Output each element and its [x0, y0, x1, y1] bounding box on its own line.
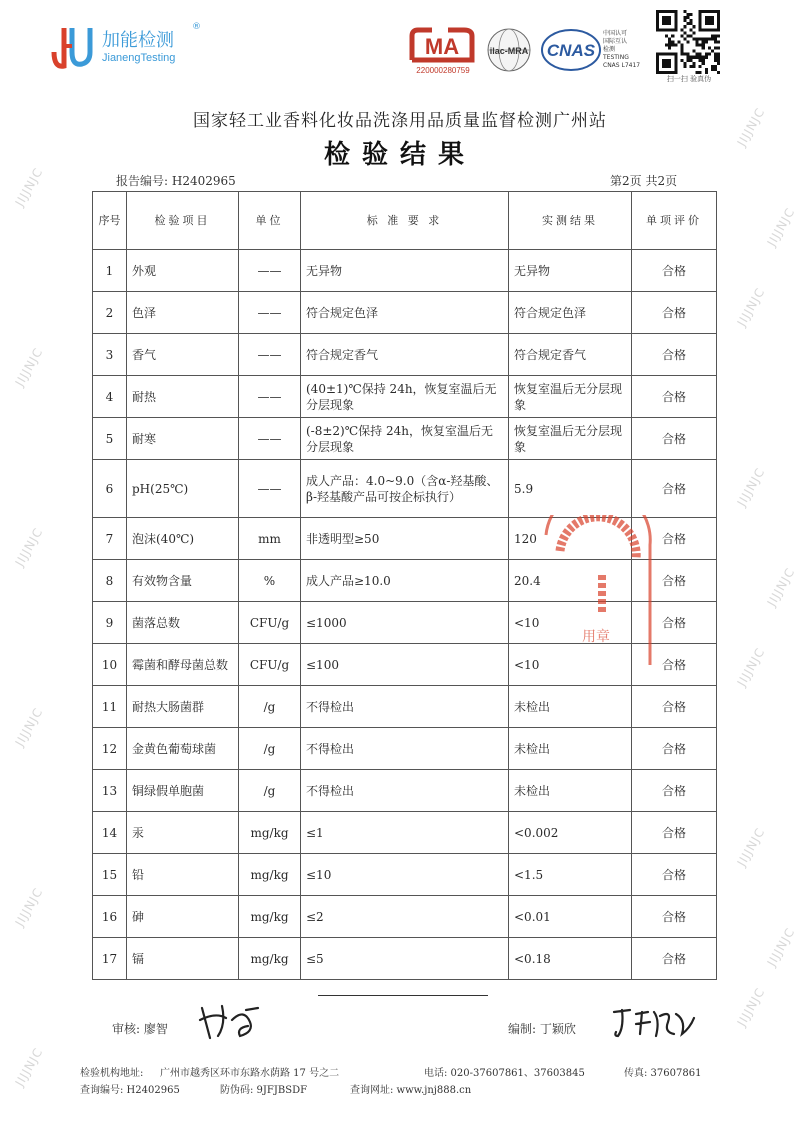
table-row	[93, 292, 717, 334]
reviewer-signature-icon	[196, 998, 266, 1042]
seal-text: 用章	[582, 629, 610, 645]
cell-judgement: 合格	[632, 292, 717, 334]
cell-standard: 成人产品≥10.0	[301, 560, 509, 602]
cell-standard: ≤5	[301, 938, 509, 980]
ilac-mra-mark	[485, 26, 533, 74]
cell-standard: (40±1)℃保持 24h，恢复室温后无分层现象	[301, 376, 509, 418]
cnas-side-4: TESTING	[603, 54, 629, 61]
cell-standard: ≤10	[301, 854, 509, 896]
cell-standard: ≤100	[301, 644, 509, 686]
cell-judgement: 合格	[632, 938, 717, 980]
cell-no: 8	[93, 560, 127, 602]
cell-result: 未检出	[509, 728, 632, 770]
table-row	[93, 812, 717, 854]
cell-item: 菌落总数	[127, 602, 239, 644]
cell-item: 耐热	[127, 376, 239, 418]
page-number: 第2页 共2页	[610, 174, 678, 188]
watermark-text: JIJJNJC	[764, 565, 798, 609]
watermark-text: JIJJNJC	[734, 105, 768, 149]
cell-unit: ——	[239, 334, 301, 376]
cell-result: 120	[509, 518, 632, 560]
cell-result: <10	[509, 644, 632, 686]
cell-no: 3	[93, 334, 127, 376]
cell-item: 镉	[127, 938, 239, 980]
cell-result: <0.002	[509, 812, 632, 854]
cell-judgement: 合格	[632, 854, 717, 896]
cell-result: 符合规定香气	[509, 334, 632, 376]
watermark-text: JIJJNJC	[12, 705, 46, 749]
ilac-globe-icon	[485, 26, 533, 74]
cell-result: <0.01	[509, 896, 632, 938]
qr-caption: 扫一扫 验真伪	[666, 75, 712, 83]
page-title: 检验结果	[323, 140, 476, 170]
cell-standard: 不得检出	[301, 728, 509, 770]
footer-address-label: 检验机构地址:	[80, 1068, 144, 1079]
compiler-label: 编制: 丁颖欣	[508, 1022, 576, 1036]
cell-unit: %	[239, 560, 301, 602]
watermark-text: JIJJNJC	[734, 285, 768, 329]
watermark-text: JIJJNJC	[734, 985, 768, 1029]
cnas-mark	[540, 26, 602, 74]
cell-judgement: 合格	[632, 460, 717, 518]
watermark-text: JIJJNJC	[12, 885, 46, 929]
cell-unit: /g	[239, 728, 301, 770]
cell-unit: ——	[239, 418, 301, 460]
watermark-text: JIJJNJC	[12, 345, 46, 389]
cell-no: 14	[93, 812, 127, 854]
ilac-text: ilac-MRA	[489, 46, 529, 56]
cell-no: 13	[93, 770, 127, 812]
cell-standard: 符合规定香气	[301, 334, 509, 376]
cnas-icon	[540, 26, 602, 74]
cell-result: 20.4	[509, 560, 632, 602]
cell-unit: CFU/g	[239, 644, 301, 686]
table-row	[93, 938, 717, 980]
watermark-text: JIJJNJC	[12, 165, 46, 209]
cell-item: pH(25℃)	[127, 460, 239, 518]
inspection-seal	[538, 515, 658, 671]
cell-judgement: 合格	[632, 418, 717, 460]
cell-judgement: 合格	[632, 896, 717, 938]
cell-item: 霉菌和酵母菌总数	[127, 644, 239, 686]
cell-result: <1.5	[509, 854, 632, 896]
cell-standard: 非透明型≥50	[301, 518, 509, 560]
cell-unit: mg/kg	[239, 854, 301, 896]
cell-item: 耐热大肠菌群	[127, 686, 239, 728]
cell-standard: ≤1000	[301, 602, 509, 644]
cell-judgement: 合格	[632, 560, 717, 602]
table-row	[93, 376, 717, 418]
cell-no: 11	[93, 686, 127, 728]
footer-address: 广州市越秀区环市东路水荫路 17 号之二	[160, 1068, 340, 1079]
cnas-side-3: 检测	[603, 46, 616, 53]
cell-standard: ≤1	[301, 812, 509, 854]
cell-unit: /g	[239, 686, 301, 728]
cnas-side-text	[603, 30, 653, 70]
footer-query-number: 查询编号: H2402965	[80, 1085, 180, 1096]
footer-fax: 传真: 37607861	[624, 1068, 702, 1079]
cell-judgement: 合格	[632, 250, 717, 292]
cell-result: 无异物	[509, 250, 632, 292]
cell-result: 恢复室温后无分层现象	[509, 418, 632, 460]
cell-result: 符合规定色泽	[509, 292, 632, 334]
organization-title: 国家轻工业香料化妆品洗涤用品质量监督检测广州站	[193, 111, 607, 131]
table-row	[93, 418, 717, 460]
cell-no: 9	[93, 602, 127, 644]
watermark-text: JIJJNJC	[764, 925, 798, 969]
watermark-text: JIJJNJC	[764, 205, 798, 249]
col-header-result: 实测结果	[509, 192, 632, 250]
table-row	[93, 460, 717, 518]
cell-unit: ——	[239, 376, 301, 418]
cma-mark	[408, 26, 476, 74]
cell-unit: CFU/g	[239, 602, 301, 644]
cell-judgement: 合格	[632, 334, 717, 376]
col-header-judgement: 单项评价	[632, 192, 717, 250]
cell-standard: 符合规定色泽	[301, 292, 509, 334]
cell-no: 16	[93, 896, 127, 938]
cell-judgement: 合格	[632, 518, 717, 560]
cell-item: 铜绿假单胞菌	[127, 770, 239, 812]
compiler-signature-icon	[612, 1006, 696, 1042]
table-row	[93, 728, 717, 770]
cell-no: 15	[93, 854, 127, 896]
cell-standard: 不得检出	[301, 686, 509, 728]
jianeng-logo	[50, 22, 210, 72]
cell-judgement: 合格	[632, 812, 717, 854]
cell-standard: 成人产品：4.0~9.0（含α-羟基酸、β-羟基酸产品可按企标执行）	[301, 460, 509, 518]
watermark-text: JIJJNJC	[734, 645, 768, 689]
cell-item: 砷	[127, 896, 239, 938]
cell-judgement: 合格	[632, 686, 717, 728]
cell-no: 4	[93, 376, 127, 418]
cell-unit: mg/kg	[239, 812, 301, 854]
cnas-side-1: 中国认可	[603, 30, 628, 37]
watermark-text: JIJJNJC	[12, 525, 46, 569]
footer-anti-fake-code: 防伪码: 9JFJBSDF	[220, 1085, 308, 1096]
cell-unit: ——	[239, 292, 301, 334]
cell-judgement: 合格	[632, 770, 717, 812]
end-divider	[318, 995, 488, 996]
cell-unit: mm	[239, 518, 301, 560]
reviewer-label: 审核: 廖智	[112, 1022, 168, 1036]
cell-judgement: 合格	[632, 602, 717, 644]
footer-phone: 电话: 020-37607861、37603845	[424, 1068, 585, 1079]
cell-standard: 无异物	[301, 250, 509, 292]
col-header-no: 序号	[93, 192, 127, 250]
cell-result: 恢复室温后无分层现象	[509, 376, 632, 418]
table-row	[93, 896, 717, 938]
cell-no: 10	[93, 644, 127, 686]
cell-standard: ≤2	[301, 896, 509, 938]
cell-no: 7	[93, 518, 127, 560]
watermark-text: JIJJNJC	[734, 825, 768, 869]
cell-item: 外观	[127, 250, 239, 292]
cell-result: 5.9	[509, 460, 632, 518]
cell-unit: ——	[239, 460, 301, 518]
cnas-text: CNAS	[546, 41, 596, 60]
cell-unit: /g	[239, 770, 301, 812]
report-number: 报告编号: H2402965	[116, 174, 236, 188]
cell-standard: (-8±2)℃保持 24h，恢复室温后无分层现象	[301, 418, 509, 460]
watermark-text: JIJJNJC	[12, 1045, 46, 1089]
cnas-side-2: 国际互认	[603, 38, 628, 45]
cell-no: 5	[93, 418, 127, 460]
cell-result: 未检出	[509, 686, 632, 728]
cma-number: 220000280759	[416, 66, 470, 75]
cell-item: 金黄色葡萄球菌	[127, 728, 239, 770]
col-header-item: 检验项目	[127, 192, 239, 250]
col-header-unit: 单位	[239, 192, 301, 250]
table-header-row	[93, 192, 717, 250]
cell-item: 汞	[127, 812, 239, 854]
cell-item: 香气	[127, 334, 239, 376]
cell-no: 6	[93, 460, 127, 518]
cell-result: <0.18	[509, 938, 632, 980]
cell-no: 1	[93, 250, 127, 292]
cell-unit: mg/kg	[239, 938, 301, 980]
cell-item: 色泽	[127, 292, 239, 334]
footer-website[interactable]: 查询网址: www.jnj888.cn	[350, 1085, 472, 1096]
cell-item: 铅	[127, 854, 239, 896]
table-row	[93, 854, 717, 896]
cell-judgement: 合格	[632, 376, 717, 418]
table-row	[93, 334, 717, 376]
cell-item: 有效物含量	[127, 560, 239, 602]
col-header-standard: 标 准 要 求	[301, 192, 509, 250]
table-row	[93, 686, 717, 728]
cell-unit: ——	[239, 250, 301, 292]
cell-result: 未检出	[509, 770, 632, 812]
cell-no: 17	[93, 938, 127, 980]
cell-item: 泡沫(40℃)	[127, 518, 239, 560]
logo-subtitle: JianengTesting	[102, 52, 176, 64]
cell-standard: 不得检出	[301, 770, 509, 812]
cell-judgement: 合格	[632, 644, 717, 686]
cnas-side-5: CNAS L7417	[603, 62, 641, 69]
cma-icon	[408, 26, 476, 66]
qr-code-icon[interactable]	[656, 10, 720, 74]
cell-unit: mg/kg	[239, 896, 301, 938]
svg-text:MA: MA	[424, 34, 460, 59]
logo-name: 加能检测	[102, 30, 174, 51]
table-row	[93, 770, 717, 812]
cell-no: 12	[93, 728, 127, 770]
cell-no: 2	[93, 292, 127, 334]
cell-result: <10	[509, 602, 632, 644]
watermark-text: JIJJNJC	[734, 465, 768, 509]
registered-mark: ®	[192, 22, 201, 32]
jn-logo-icon	[50, 22, 96, 70]
cell-item: 耐寒	[127, 418, 239, 460]
cell-judgement: 合格	[632, 728, 717, 770]
table-row	[93, 250, 717, 292]
